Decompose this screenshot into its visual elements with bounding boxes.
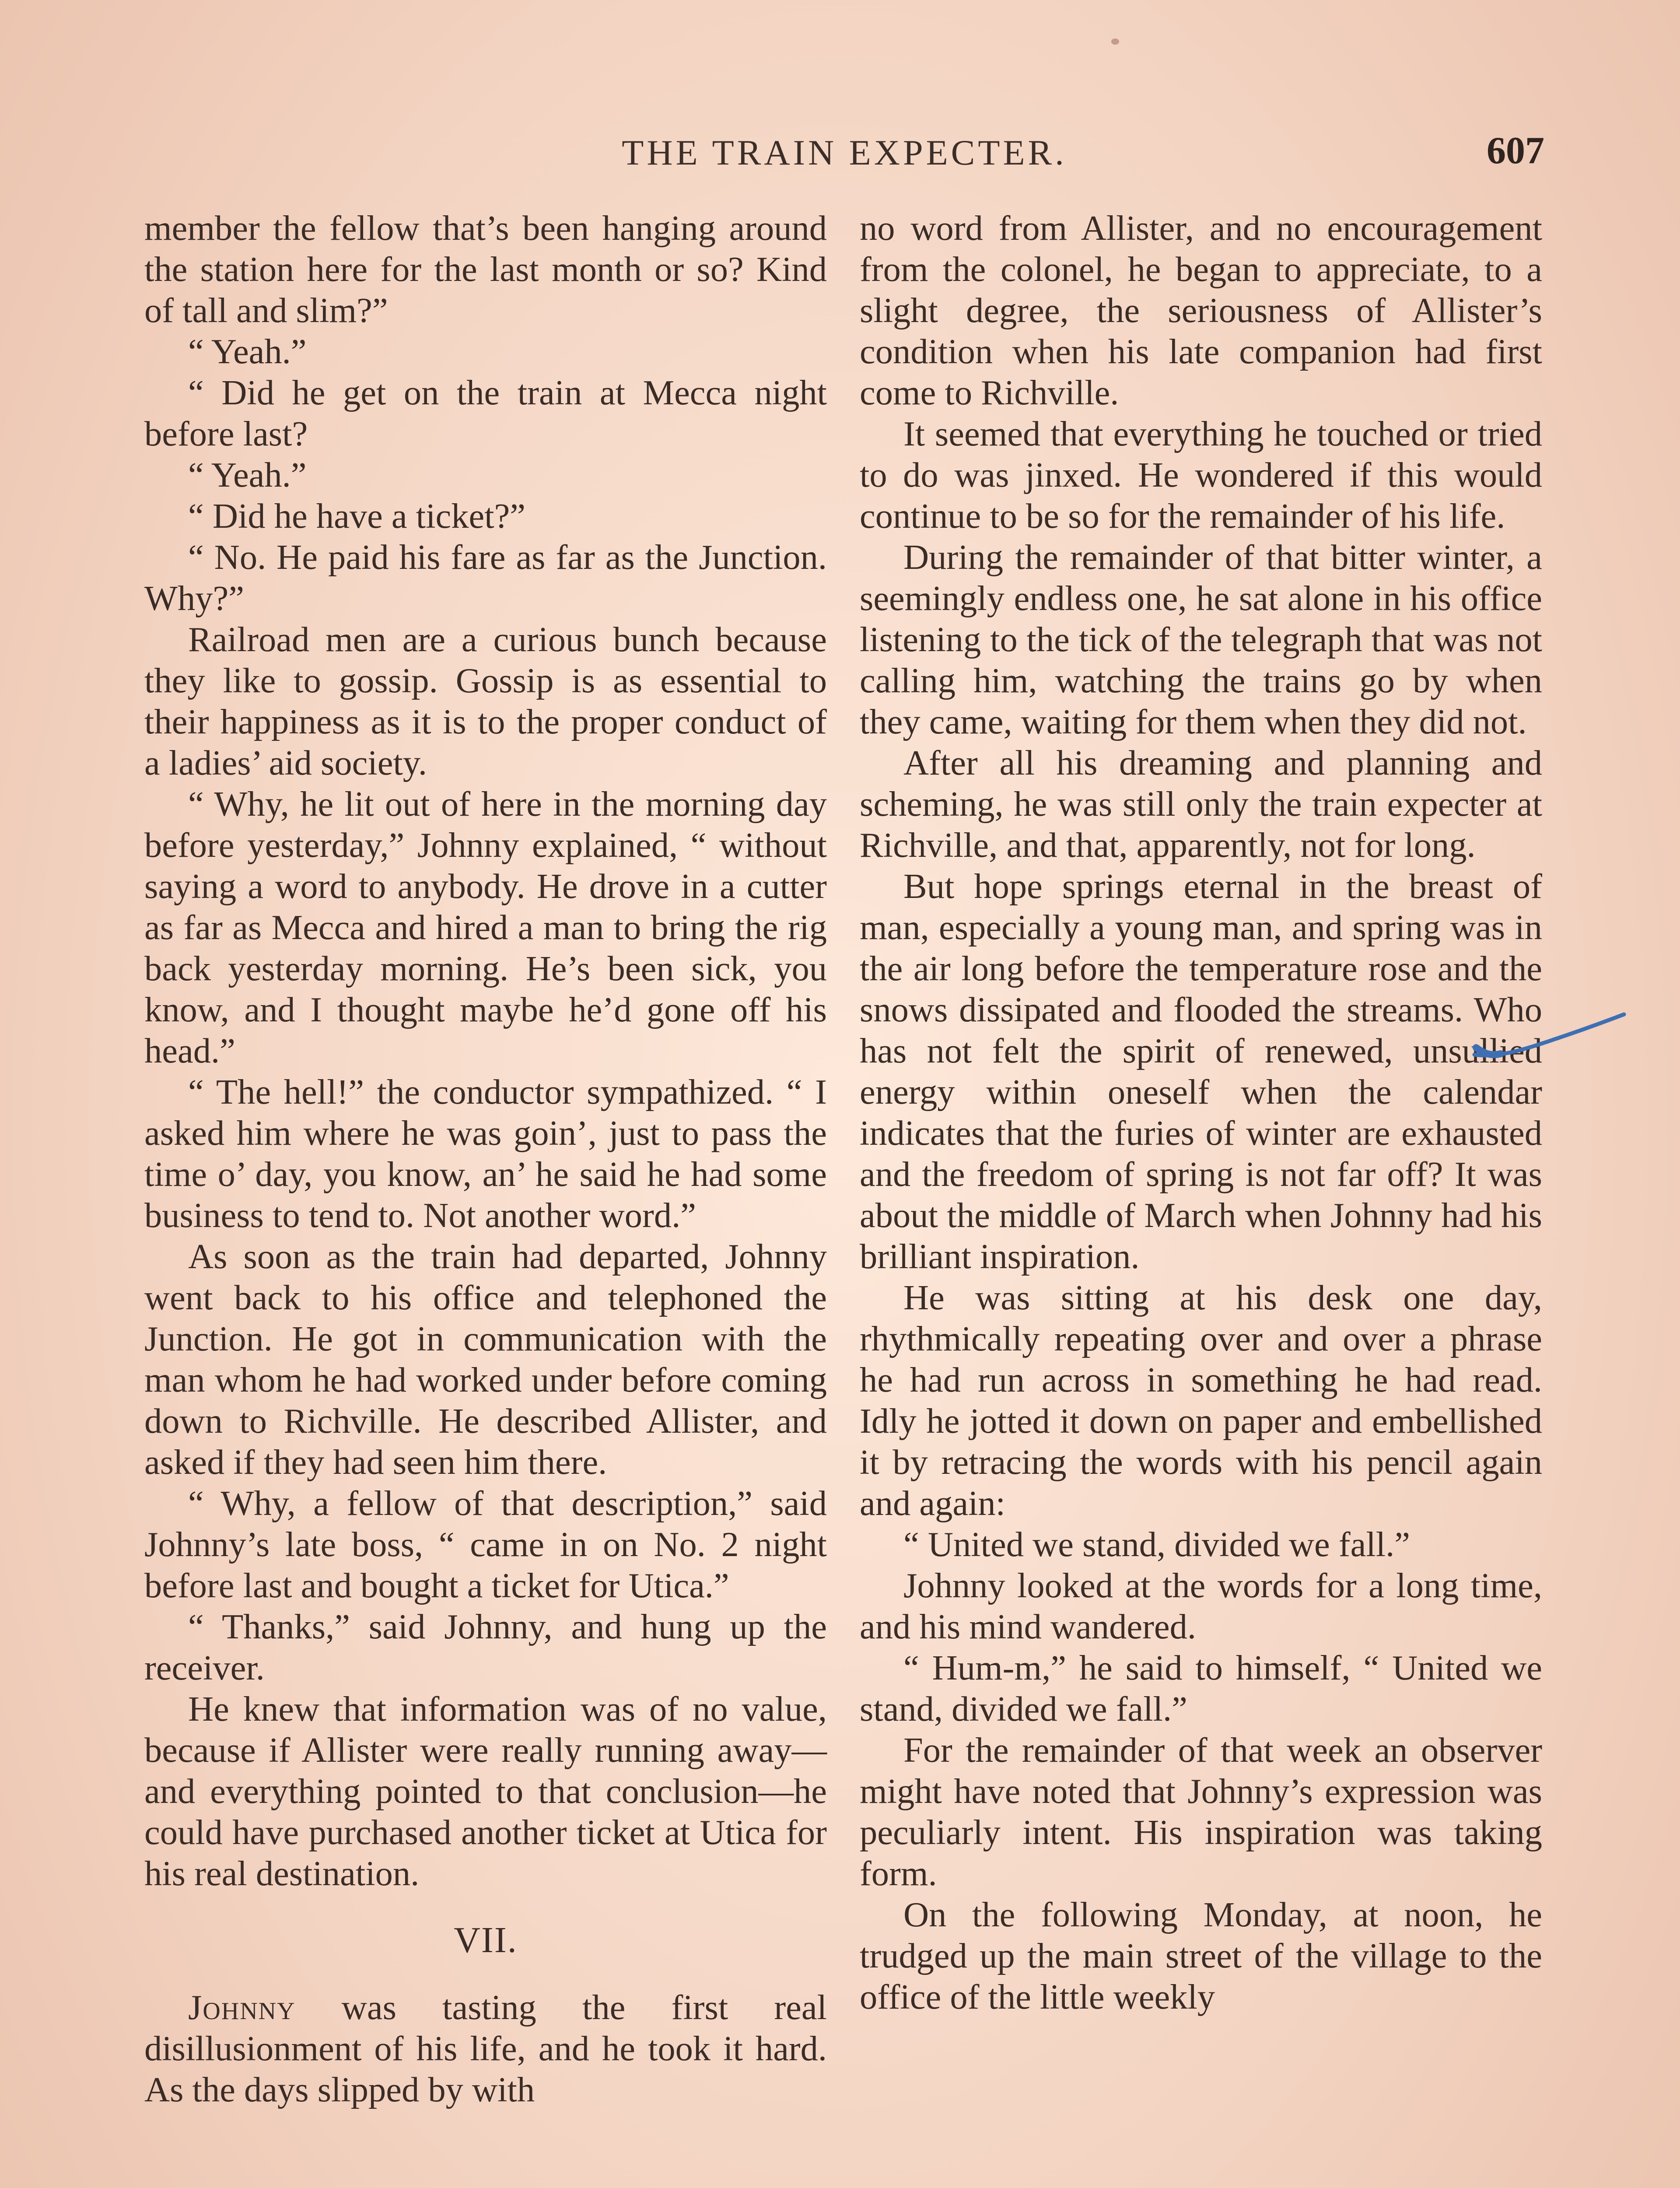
- section-opening-paragraph: [144, 1987, 827, 2111]
- paragraph: “ Yeah.”: [188, 332, 307, 371]
- page-header: [144, 127, 1544, 184]
- paragraph: But hope springs eternal in the breast of man, especially a young man, and spring was in the air long before the temperature rose and the snows dissipated and flooded the streams. Who has not felt the spirit of renewed, unsullied energy within oneself when the calendar indicates that the furies of winter are exhausted and the freedom of spring is not far off? It was about the middle of March when Johnny had his brilliant inspiration.: [860, 867, 1542, 1276]
- section-opening-text: was tasting the first real disillusionment of his life, and he took it hard. As the days slipped by with: [144, 1988, 827, 2109]
- paragraph: For the remainder of that week an observer might have noted that Johnny’s expression was peculiarly intent. His inspiration was taking form.: [860, 1731, 1542, 1893]
- pen-mark: [1470, 1002, 1628, 1072]
- paragraph: “ No. He paid his fare as far as the Junction. Why?”: [144, 538, 827, 618]
- running-title: THE TRAIN EXPECTER.: [622, 133, 1067, 172]
- paragraph: “ United we stand, divided we fall.”: [903, 1525, 1410, 1564]
- paragraph: Railroad men are a curious bunch because they like to gossip. Gossip is as essential to their happiness as it is to the proper conduct of a ladies’ aid society.: [144, 620, 827, 782]
- paragraph: “ Hum-m,” he said to himself, “ United we stand, divided we fall.”: [860, 1648, 1542, 1729]
- paragraph: As soon as the train had departed, Johnny went back to his office and telephoned the Junction. He got in communication with the man whom he had worked under before coming down to Richville. He described Allister, and asked if they had seen him there.: [144, 1237, 827, 1482]
- paragraph: During the remainder of that bitter winter, a seemingly endless one, he sat alone in his office listening to the tick of the telegraph that was not calling him, watching the trains go by when they came, waiting for them when they did not.: [860, 538, 1542, 741]
- paragraph: “ The hell!” the conductor sympathized. “ I asked him where he was goin’, just to pass the time o’ day, you know, an’ he said he had some business to tend to. Not another word.”: [144, 1073, 827, 1235]
- paper-speck: [1111, 39, 1119, 45]
- page-number: 607: [1487, 130, 1544, 172]
- paragraph: no word from Allister, and no encouragement from the colonel, he began to appreciate, to a slight degree, the seriousness of Allister’s condition when his late companion had first come to Richville.: [860, 209, 1542, 412]
- section-lead-word: Johnny: [188, 1988, 296, 2027]
- right-column: [860, 208, 1542, 2018]
- paragraph: “ Did he get on the train at Mecca night before last?: [144, 373, 827, 453]
- paragraph: He knew that information was of no value, because if Allister were really running away—and everything pointed to that conclusion—he could have purchased another ticket at Utica for his real destination.: [144, 1690, 827, 1893]
- paragraph: “ Thanks,” said Johnny, and hung up the receiver.: [144, 1607, 827, 1687]
- paragraph: Johnny looked at the words for a long time, and his mind wandered.: [860, 1566, 1542, 1646]
- paragraph: He was sitting at his desk one day, rhythmically repeating over and over a phrase he had run across in something he had read. Idly he jotted it down on paper and embellished it by retracing the words with his pencil again and again:: [860, 1278, 1542, 1523]
- paragraph: “ Yeah.”: [188, 456, 307, 494]
- paragraph: “ Why, he lit out of here in the morning day before yesterday,” Johnny explained, “ without saying a word to anybody. He drove in a cutter as far as Mecca and hired a man to bring the rig back yesterday morning. He’s been sick, you know, and I thought maybe he’d gone off his head.”: [144, 785, 827, 1070]
- paragraph: After all his dreaming and planning and scheming, he was still only the train expecter at Richville, and that, apparently, not for long.: [860, 743, 1542, 865]
- paragraph: It seemed that everything he touched or tried to do was jinxed. He wondered if this would continue to be so for the remainder of his life.: [860, 414, 1542, 536]
- section-heading: VII.: [454, 1920, 518, 1960]
- paragraph: On the following Monday, at noon, he trudged up the main street of the village to the office of the little weekly: [860, 1895, 1542, 2016]
- paragraph: “ Why, a fellow of that description,” said Johnny’s late boss, “ came in on No. 2 night before last and bought a ticket for Utica.”: [144, 1484, 827, 1605]
- paragraph: “ Did he have a ticket?”: [188, 497, 526, 536]
- left-column: [144, 208, 827, 2111]
- paragraph: member the fellow that’s been hanging around the station here for the last month or so? Kind of tall and slim?”: [144, 209, 827, 330]
